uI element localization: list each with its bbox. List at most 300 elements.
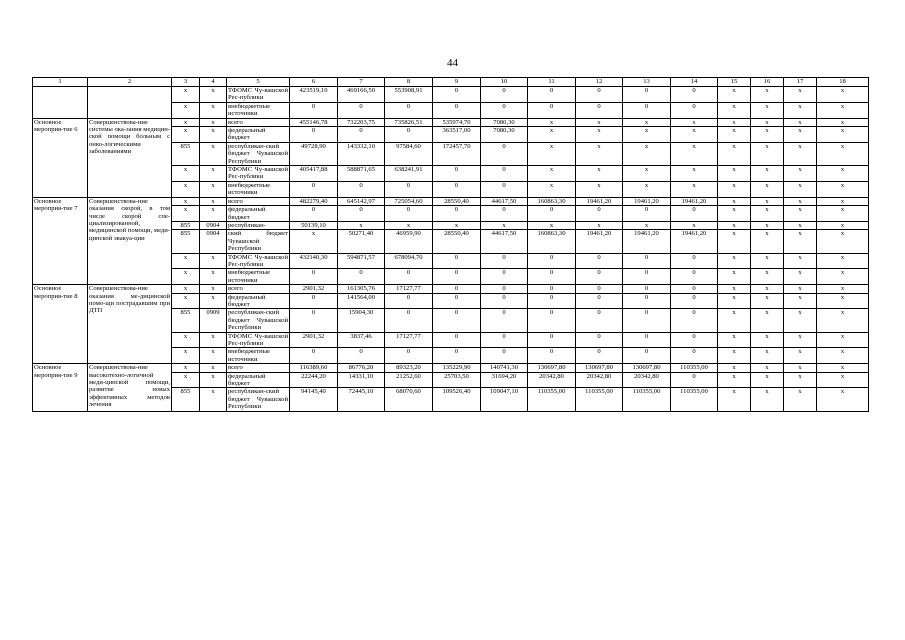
value-cell: x [784, 348, 817, 364]
value-cell: 0 [671, 332, 718, 348]
value-cell: 0 [576, 206, 623, 222]
value-cell: x [817, 309, 869, 332]
column-number-cell: 11 [528, 78, 576, 87]
table-body [33, 78, 869, 412]
value-cell: 0 [433, 269, 481, 285]
value-cell: 28550,40 [433, 197, 481, 205]
value-cell: x [817, 269, 869, 285]
value-cell: 160863,30 [528, 230, 576, 253]
value-cell: 455146,78 [290, 118, 338, 126]
value-cell: 0 [623, 206, 671, 222]
value-cell: x [718, 197, 751, 205]
value-cell: 638241,91 [385, 166, 433, 182]
value-cell: 0 [290, 293, 338, 309]
value-cell: 94145,40 [290, 388, 338, 411]
rzpr-code-cell: x [200, 348, 227, 364]
event-name-cell [33, 87, 88, 119]
value-cell: 109047,10 [481, 388, 528, 411]
value-cell: x [817, 230, 869, 253]
value-cell: 0 [385, 269, 433, 285]
value-cell: 0 [290, 206, 338, 222]
event-name-cell: Основное мероприя-тие 6 [33, 118, 88, 197]
value-cell: x [784, 309, 817, 332]
value-cell: 0 [338, 127, 385, 143]
value-cell: 0 [481, 348, 528, 364]
value-cell: 0 [671, 253, 718, 269]
value-cell: 160863,30 [528, 197, 576, 205]
value-cell: x [784, 197, 817, 205]
value-cell: 0 [623, 87, 671, 103]
value-cell: 0 [433, 253, 481, 269]
funding-source-cell: федеральный бюджет [227, 372, 290, 388]
value-cell: 130697,80 [623, 364, 671, 372]
column-number-cell: 3 [172, 78, 200, 87]
value-cell: 110355,00 [671, 388, 718, 411]
value-cell: x [718, 285, 751, 293]
value-cell: 0 [481, 293, 528, 309]
value-cell: 0 [433, 309, 481, 332]
value-cell: 49728,90 [290, 142, 338, 165]
value-cell: 0 [338, 181, 385, 197]
value-cell: x [784, 364, 817, 372]
value-cell: 0 [576, 285, 623, 293]
column-number-cell: 18 [817, 78, 869, 87]
value-cell: 0 [576, 293, 623, 309]
column-number-cell: 16 [751, 78, 784, 87]
rzpr-code-cell: x [200, 87, 227, 103]
value-cell: x [623, 127, 671, 143]
value-cell: 678094,70 [385, 253, 433, 269]
value-cell: 0 [481, 206, 528, 222]
value-cell: 89323,20 [385, 364, 433, 372]
funding-source-cell: ТФОМС Чу-вашской Рес-публики [228, 87, 288, 102]
value-cell: 97584,60 [385, 142, 433, 165]
column-number-cell: 12 [576, 78, 623, 87]
value-cell: 19461,20 [576, 197, 623, 205]
value-cell: 46959,90 [385, 230, 433, 253]
grbs-code-cell: x [172, 269, 200, 285]
value-cell: 50271,40 [338, 230, 385, 253]
table-row [33, 364, 869, 372]
value-cell: 0 [481, 285, 528, 293]
value-cell: x [576, 118, 623, 126]
value-cell: 0 [528, 102, 576, 118]
value-cell: 0 [528, 206, 576, 222]
value-cell: x [817, 285, 869, 293]
value-cell: x [718, 221, 751, 229]
value-cell: 0 [433, 285, 481, 293]
value-cell: 0 [528, 87, 576, 103]
value-cell: x [784, 253, 817, 269]
grbs-code-cell: x [172, 166, 200, 182]
value-cell: 0 [481, 253, 528, 269]
value-cell: 22244,20 [290, 372, 338, 388]
value-cell: 0 [290, 181, 338, 197]
value-cell: 0 [671, 372, 718, 388]
value-cell: 0 [576, 253, 623, 269]
value-cell: x [718, 309, 751, 332]
funding-source-cell: республикан-ский бюджет Чувашской Республики [228, 388, 288, 411]
value-cell: x [576, 127, 623, 143]
value-cell: 25703,50 [433, 372, 481, 388]
value-cell: x [671, 118, 718, 126]
value-cell: 732203,75 [338, 118, 385, 126]
value-cell: x [671, 142, 718, 165]
value-cell: x [718, 87, 751, 103]
event-description-cell: Совершенствова-ние оказания скорой, в том числе скорой спе-циализированной, медицинской помощи, меди-цинской эвакуа-ции [88, 197, 172, 284]
value-cell: 0 [433, 206, 481, 222]
value-cell: x [718, 269, 751, 285]
value-cell: x [718, 118, 751, 126]
value-cell: x [817, 388, 869, 411]
value-cell: 140741,30 [481, 364, 528, 372]
event-description-cell [88, 87, 172, 119]
value-cell: 0 [623, 285, 671, 293]
funding-source-cell: федеральный бюджет [227, 293, 290, 309]
value-cell: 0 [481, 309, 528, 332]
value-cell: x [784, 166, 817, 182]
value-cell: x [817, 87, 869, 103]
value-cell: 86776,20 [338, 364, 385, 372]
funding-source-cell: внебюджетные источники [227, 269, 290, 285]
value-cell: x [528, 181, 576, 197]
column-number-cell: 9 [433, 78, 481, 87]
value-cell: 0 [433, 181, 481, 197]
value-cell: 21252,60 [385, 372, 433, 388]
rzpr-code-cell: x [200, 197, 227, 205]
column-number-cell: 15 [718, 78, 751, 87]
value-cell: 0 [385, 102, 433, 118]
value-cell: x [784, 142, 817, 165]
page-number: 44 [447, 57, 458, 69]
value-cell: x [481, 221, 528, 229]
value-cell: 0 [576, 87, 623, 103]
rzpr-code-cell: x [200, 127, 227, 143]
value-cell: x [718, 206, 751, 222]
value-cell: x [671, 181, 718, 197]
value-cell: x [751, 102, 784, 118]
value-cell: x [817, 127, 869, 143]
value-cell: 0 [338, 348, 385, 364]
value-cell: x [751, 181, 784, 197]
column-number-cell: 17 [784, 78, 817, 87]
value-cell: x [623, 221, 671, 229]
value-cell: x [817, 166, 869, 182]
value-cell: x [718, 388, 751, 411]
value-cell: 2901,32 [290, 332, 338, 348]
value-cell: 17127,77 [385, 332, 433, 348]
value-cell: x [751, 221, 784, 229]
budget-table-container [32, 77, 868, 412]
event-name-cell: Основное мероприя-тие 8 [33, 285, 88, 364]
value-cell: x [751, 348, 784, 364]
column-number-cell: 7 [338, 78, 385, 87]
funding-source-cell: федеральный бюджет [227, 127, 290, 143]
value-cell: 110355,00 [623, 388, 671, 411]
value-cell: 19461,20 [671, 197, 718, 205]
rzpr-code-cell: 0904 [200, 221, 227, 229]
grbs-code-cell: 855 [172, 142, 200, 165]
value-cell: x [751, 206, 784, 222]
value-cell: 0 [385, 127, 433, 143]
value-cell: 44617,50 [481, 230, 528, 253]
value-cell: x [623, 118, 671, 126]
funding-source-cell: республикан-ский бюджет Чувашской Республики [228, 142, 288, 165]
value-cell: 469166,50 [338, 87, 385, 103]
value-cell: 14331,10 [338, 372, 385, 388]
value-cell: x [784, 87, 817, 103]
value-cell: 0 [290, 102, 338, 118]
value-cell: x [817, 206, 869, 222]
value-cell: 130697,80 [528, 364, 576, 372]
column-number-cell: 1 [33, 78, 88, 87]
value-cell: 0 [528, 285, 576, 293]
value-cell: 0 [576, 332, 623, 348]
rzpr-code-cell: x [200, 206, 227, 222]
value-cell: 0 [481, 269, 528, 285]
value-cell: 0 [671, 348, 718, 364]
value-cell: 423519,10 [290, 87, 338, 103]
value-cell: 0 [671, 102, 718, 118]
grbs-code-cell: x [172, 181, 200, 197]
value-cell: x [528, 166, 576, 182]
value-cell: 20342,80 [528, 372, 576, 388]
funding-source-cell: всего [227, 118, 290, 126]
value-cell: 0 [671, 285, 718, 293]
value-cell: x [751, 197, 784, 205]
grbs-code-cell: x [172, 87, 200, 103]
value-cell: x [817, 102, 869, 118]
value-cell: x [751, 118, 784, 126]
value-cell: 0 [528, 332, 576, 348]
value-cell: 161305,76 [338, 285, 385, 293]
value-cell: 0 [623, 253, 671, 269]
value-cell: 405417,88 [290, 166, 338, 182]
value-cell: 143332,10 [338, 142, 385, 165]
value-cell: 735826,51 [385, 118, 433, 126]
funding-source-cell: всего [227, 197, 290, 205]
value-cell: 0 [481, 102, 528, 118]
value-cell: 0 [671, 269, 718, 285]
value-cell: x [338, 221, 385, 229]
value-cell: 0 [671, 206, 718, 222]
budget-table [32, 77, 869, 412]
value-cell: x [671, 221, 718, 229]
value-cell: 432140,30 [290, 253, 338, 269]
value-cell: 20342,80 [623, 372, 671, 388]
value-cell: x [718, 348, 751, 364]
table-row [33, 285, 869, 293]
value-cell: 0 [290, 348, 338, 364]
value-cell: x [576, 181, 623, 197]
grbs-code-cell: x [172, 285, 200, 293]
event-description-cell: Совершенствова-ние оказания ме-дицинской помо-щи пострадавшим при ДТП [88, 285, 172, 364]
value-cell: 0 [481, 166, 528, 182]
value-cell: 0 [481, 142, 528, 165]
value-cell: 19461,20 [671, 230, 718, 253]
value-cell: 0 [623, 269, 671, 285]
value-cell: 0 [528, 309, 576, 332]
value-cell: x [623, 166, 671, 182]
grbs-code-cell: x [172, 372, 200, 388]
grbs-code-cell: x [172, 293, 200, 309]
value-cell: x [385, 221, 433, 229]
grbs-code-cell: 855 [172, 230, 200, 253]
rzpr-code-cell: 0904 [200, 230, 227, 253]
rzpr-code-cell: x [200, 142, 227, 165]
value-cell: 0 [385, 348, 433, 364]
value-cell: 72445,10 [338, 388, 385, 411]
value-cell: x [718, 166, 751, 182]
grbs-code-cell: 855 [172, 388, 200, 411]
value-cell: 725054,60 [385, 197, 433, 205]
value-cell: 0 [433, 102, 481, 118]
value-cell: x [817, 118, 869, 126]
value-cell: x [784, 118, 817, 126]
value-cell: x [817, 181, 869, 197]
funding-source-cell: внебюджетные источники [227, 348, 290, 364]
funding-source-cell: ТФОМС Чу-вашской Рес-публики [228, 166, 288, 181]
funding-source-cell: республикан-ский бюджет Чувашской Республики [228, 309, 288, 332]
table-row [33, 118, 869, 126]
value-cell: x [784, 293, 817, 309]
rzpr-code-cell: x [200, 293, 227, 309]
column-number-cell: 6 [290, 78, 338, 87]
rzpr-code-cell: x [200, 269, 227, 285]
value-cell: x [784, 102, 817, 118]
value-cell: x [817, 372, 869, 388]
value-cell: 0 [433, 87, 481, 103]
value-cell: 28550,40 [433, 230, 481, 253]
value-cell: x [817, 293, 869, 309]
grbs-code-cell: x [172, 364, 200, 372]
value-cell: 130697,80 [576, 364, 623, 372]
value-cell: 588871,65 [338, 166, 385, 182]
value-cell: x [751, 253, 784, 269]
value-cell: x [718, 142, 751, 165]
value-cell: x [576, 221, 623, 229]
value-cell: 0 [623, 102, 671, 118]
value-cell: 0 [576, 309, 623, 332]
value-cell: x [751, 285, 784, 293]
value-cell: x [671, 127, 718, 143]
value-cell: x [751, 127, 784, 143]
value-cell: x [528, 118, 576, 126]
value-cell: 0 [433, 348, 481, 364]
rzpr-code-cell: x [200, 253, 227, 269]
value-cell: x [751, 364, 784, 372]
value-cell: 0 [671, 87, 718, 103]
event-name-cell: Основное мероприя-тие 9 [33, 364, 88, 411]
value-cell: x [718, 253, 751, 269]
rzpr-code-cell: x [200, 285, 227, 293]
value-cell: 0 [433, 332, 481, 348]
value-cell: 7080,30 [481, 118, 528, 126]
value-cell: 594871,57 [338, 253, 385, 269]
value-cell: 0 [623, 332, 671, 348]
value-cell: 0 [385, 293, 433, 309]
value-cell: 0 [385, 181, 433, 197]
value-cell: x [623, 181, 671, 197]
value-cell: 135229,90 [433, 364, 481, 372]
value-cell: 3837,46 [338, 332, 385, 348]
value-cell: 0 [576, 348, 623, 364]
value-cell: 0 [671, 309, 718, 332]
funding-source-cell: ТФОМС Чу-вашской Рес-публики [228, 332, 288, 347]
rzpr-code-cell: x [200, 372, 227, 388]
column-number-cell: 14 [671, 78, 718, 87]
rzpr-code-cell: x [200, 332, 227, 348]
value-cell: x [718, 102, 751, 118]
funding-source-cell: внебюджетные источники [227, 181, 290, 197]
value-cell: x [576, 166, 623, 182]
table-row [33, 197, 869, 205]
value-cell: x [751, 87, 784, 103]
event-description-cell: Совершенствова-ние высокотехно-логичной меди-цинской помощи, развитие новых эффективных методов лечения [88, 364, 172, 411]
value-cell: 535974,70 [433, 118, 481, 126]
value-cell: 0 [528, 253, 576, 269]
value-cell: 0 [290, 309, 338, 332]
value-cell: 50139,10 [290, 221, 338, 229]
funding-source-cell: федеральный бюджет [227, 206, 290, 222]
value-cell: x [751, 269, 784, 285]
column-number-cell: 10 [481, 78, 528, 87]
value-cell: 2901,32 [290, 285, 338, 293]
funding-source-cell: всего [227, 364, 290, 372]
value-cell: x [576, 142, 623, 165]
grbs-code-cell: x [172, 332, 200, 348]
funding-source-cell: внебюджетные источники [227, 102, 290, 118]
rzpr-code-cell: 0909 [200, 309, 227, 332]
value-cell: 0 [528, 293, 576, 309]
grbs-code-cell: x [172, 197, 200, 205]
funding-source-cell: ТФОМС Чу-вашской Рес-публики [228, 253, 288, 268]
value-cell: x [784, 372, 817, 388]
value-cell: 110355,00 [576, 388, 623, 411]
grbs-code-cell: x [172, 118, 200, 126]
table-row [33, 87, 869, 103]
value-cell: 19461,20 [623, 230, 671, 253]
value-cell: 363517,00 [433, 127, 481, 143]
value-cell: x [751, 309, 784, 332]
value-cell: x [817, 348, 869, 364]
value-cell: 0 [528, 348, 576, 364]
value-cell: x [718, 364, 751, 372]
value-cell: 110355,00 [671, 364, 718, 372]
column-number-cell: 5 [227, 78, 290, 87]
rzpr-code-cell: x [200, 388, 227, 411]
value-cell: x [718, 181, 751, 197]
value-cell: x [718, 293, 751, 309]
value-cell: 7080,30 [481, 127, 528, 143]
grbs-code-cell: x [172, 102, 200, 118]
grbs-code-cell: x [172, 206, 200, 222]
value-cell: 0 [338, 206, 385, 222]
value-cell: x [784, 181, 817, 197]
event-description-cell: Совершенствова-ние системы ока-зания медицин-ской помощи больным с онко-логическими заболеваниями [88, 118, 172, 197]
value-cell: x [433, 221, 481, 229]
value-cell: x [718, 372, 751, 388]
value-cell: x [528, 127, 576, 143]
value-cell: 15904,30 [338, 309, 385, 332]
value-cell: 0 [433, 166, 481, 182]
value-cell: 0 [576, 269, 623, 285]
value-cell: 0 [290, 127, 338, 143]
value-cell: x [751, 166, 784, 182]
rzpr-code-cell: x [200, 364, 227, 372]
value-cell: 0 [623, 309, 671, 332]
value-cell: 0 [290, 269, 338, 285]
